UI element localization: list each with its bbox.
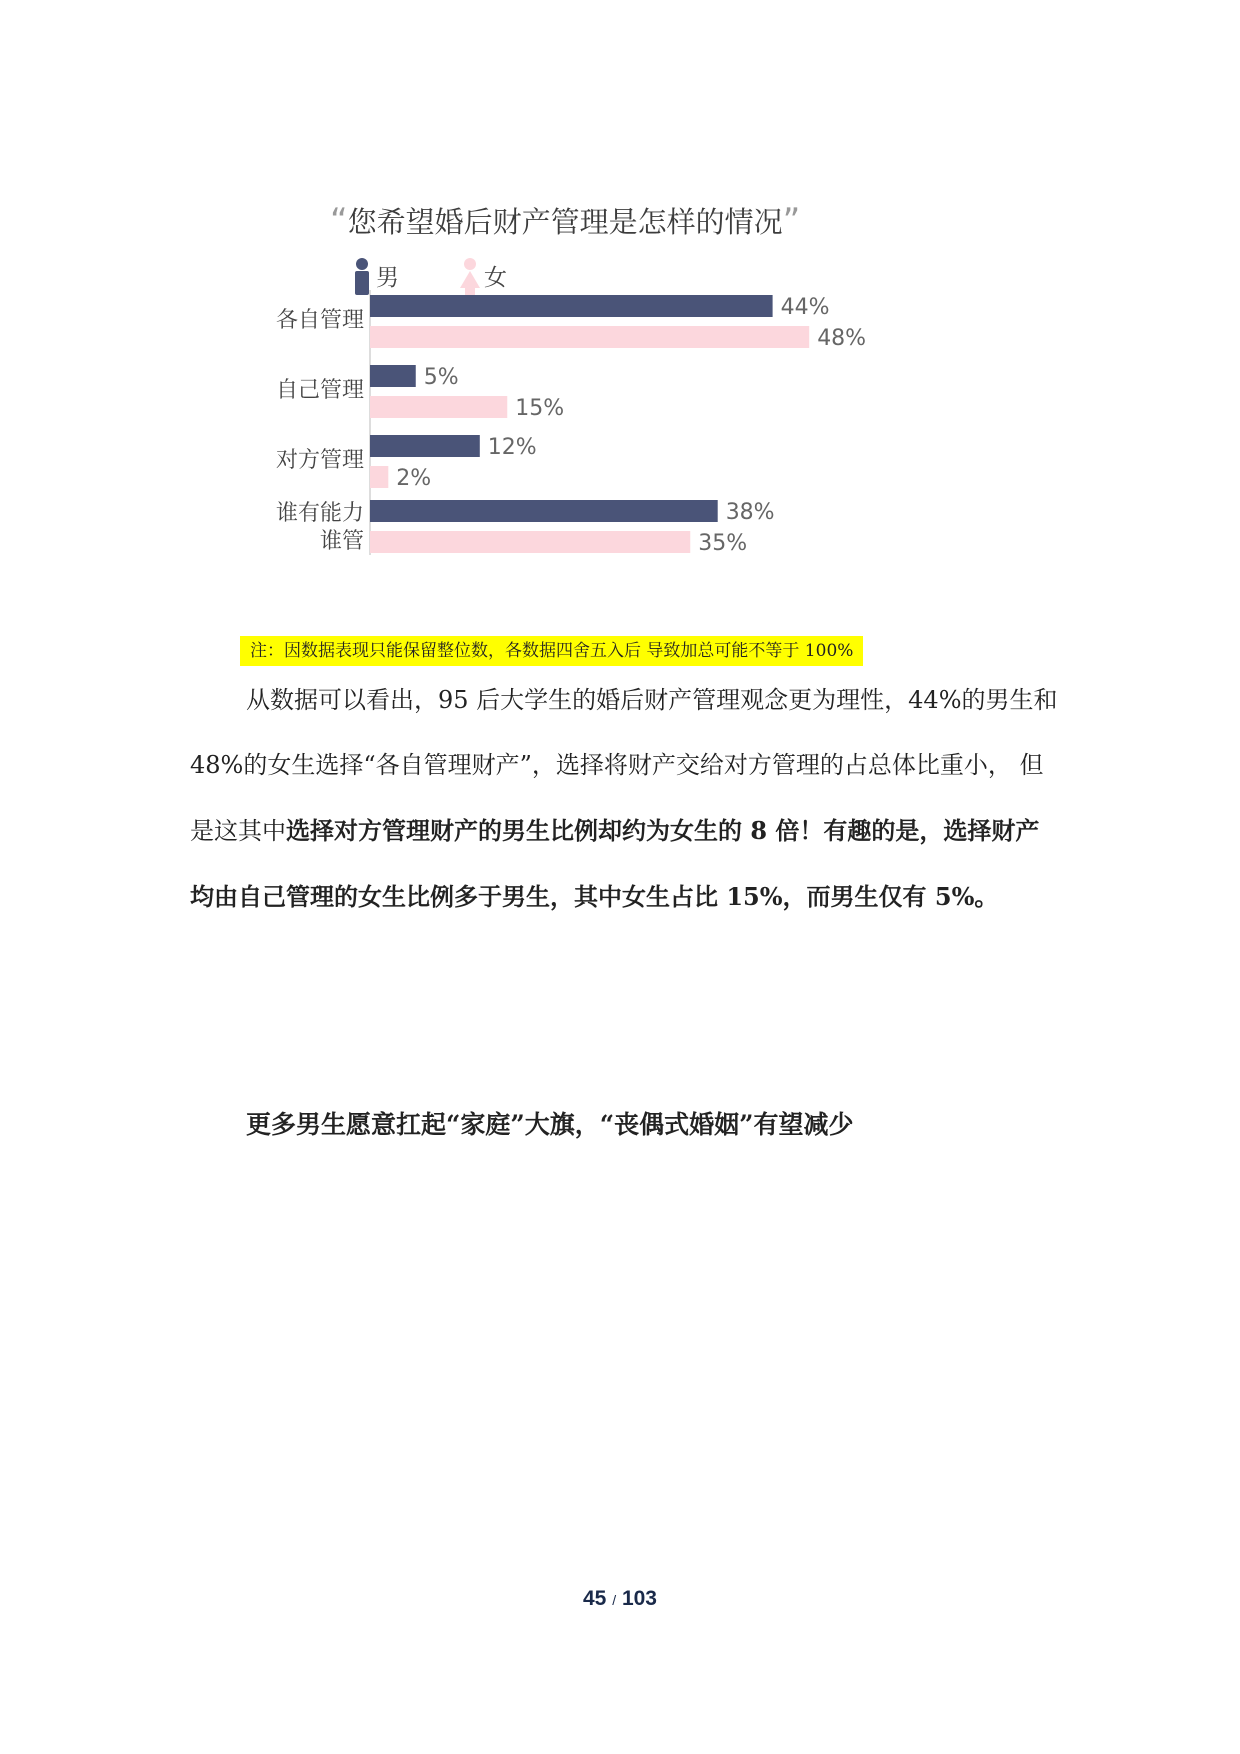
bar-male <box>370 295 773 317</box>
chart-title-close-quote: ” <box>782 201 801 241</box>
category-label: 谁管 <box>319 529 364 554</box>
category-label: 谁有能力 <box>275 501 364 526</box>
data-label-female: 35% <box>698 531 748 556</box>
data-label-male: 38% <box>725 500 775 525</box>
legend-label-female: 女 <box>484 265 507 291</box>
data-label-female: 2% <box>396 466 432 491</box>
legend-label-male: 男 <box>376 265 399 291</box>
page-number <box>0 1587 1240 1611</box>
data-label-male: 5% <box>423 365 459 390</box>
page-separator: / <box>612 1592 617 1608</box>
bar-female <box>370 326 809 348</box>
data-label-female: 15% <box>515 396 565 421</box>
category-label: 各自管理 <box>275 308 364 333</box>
bar-female <box>370 466 388 488</box>
bar-male <box>370 500 718 522</box>
data-label-male: 44% <box>780 295 830 320</box>
bar-male <box>370 365 416 387</box>
section-heading: 更多男生愿意扛起“家庭”大旗，“丧偶式婚姻”有望减少 <box>246 1110 854 1139</box>
legend-icon-female-head <box>464 258 476 270</box>
legend-icon-male-head <box>356 258 368 270</box>
legend-icon-female-legs <box>465 286 475 295</box>
bar-female <box>370 531 690 553</box>
chart-title-open-quote: “ <box>330 201 348 241</box>
bar-male <box>370 435 480 457</box>
legend-icon-male-body <box>355 271 369 295</box>
bar-female <box>370 396 507 418</box>
chart-title-text: 您希望婚后财产管理是怎样的情况 <box>347 205 783 239</box>
data-label-female: 48% <box>817 326 867 351</box>
page-total: 103 <box>621 1587 657 1610</box>
page-current: 45 <box>583 1587 607 1610</box>
category-label: 对方管理 <box>275 448 364 473</box>
bar-chart <box>270 250 970 570</box>
paragraph-bold-text: 选择对方管理财产的男生比例却约为女生的 8 倍！有趣的是，选择财产均由自己管理的女生比例多于男生，其中女生占比 15%，而男生仅有 5%。 <box>190 816 1040 911</box>
chart-footnote: 注：因数据表现只能保留整位数，各数据四舍五入后 导致加总可能不等于 100% <box>240 636 863 666</box>
category-label: 自己管理 <box>275 378 364 403</box>
legend-icon-female-body <box>460 271 480 288</box>
chart-title <box>330 200 930 241</box>
data-label-male: 12% <box>487 435 537 460</box>
paragraph-text: 从数据可以看出，95 后大学生的婚后财产管理观念更为理性，44%的男生和 48%的女生选择“各自管理财产”，选择将财产交给对方管理的占总体比重小， 但是这其中 <box>190 686 1058 845</box>
body-paragraph <box>190 668 1060 930</box>
